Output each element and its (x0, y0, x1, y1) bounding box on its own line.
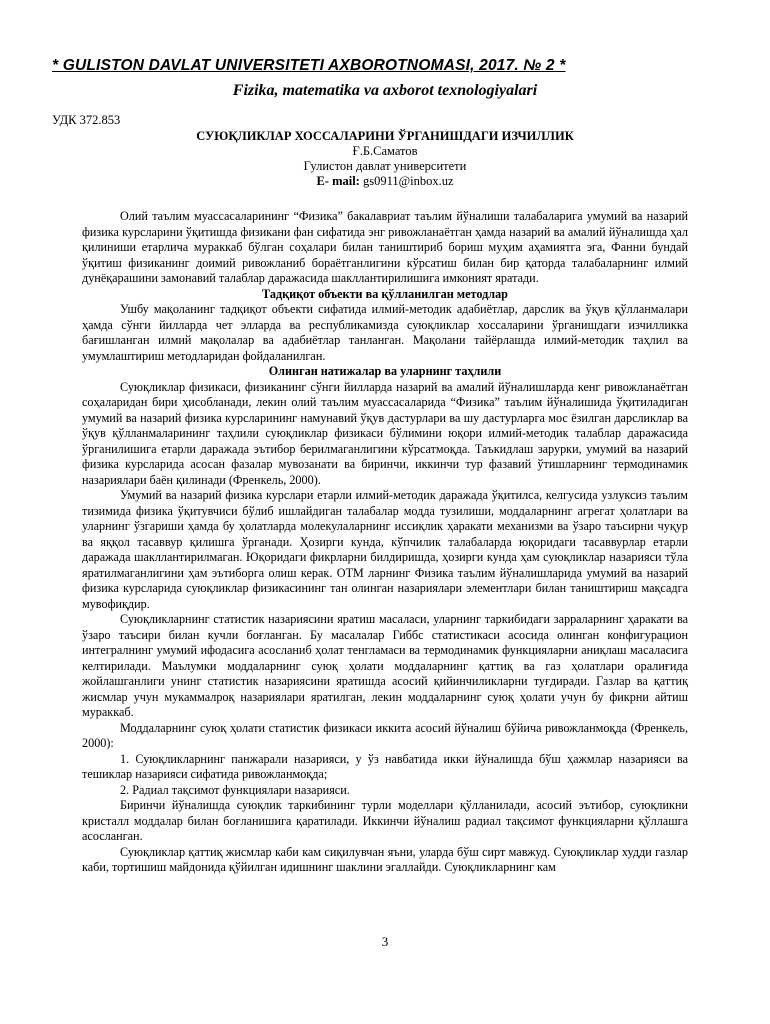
article-body (82, 209, 688, 876)
list-item: 2. Радиал тақсимот функциялари назарияси. (120, 782, 350, 797)
body-paragraph: Умумий ва назарий физика курслари етарли илмий-методик даражада ўқитилса, келгусида узлуксиз таълим тизимида физика ўқитувчиси бўлиб ишлайдиган талабалар модда тузилиши, моддаларнинг агрегат ҳолатлари ва уларнинг ўзгариши ҳамда бу ҳолатларда молекулаларнинг иссиқлик ҳаракати механизми ва ўзаро таъсирни чуқур ва яққол тасаввур қилишга ўрганади. Ҳозирги кунда, кўпчилик талабаларда юқоридаги тасаввурлар етарли даражада шакллантирилмаган. Юқоридаги фикрларни билдиришда, ҳозирги кунда ҳам суюқликлар назарияси тўла яратилмаганлигини ҳам эътиборга олиш керак. ОТМ ларнинг Физика таълим йўналишларида умумий ва назарий физика курсларида суюқликлар физикасининг тан олинган назариялари элементлари билан таништириш мақсадга мувофиқдир. (82, 488, 688, 611)
email-label: E- mail: (316, 174, 360, 188)
journal-header: * GULISTON DAVLAT UNIVERSITETI AXBOROTNOMASI, 2017. № 2 * (52, 57, 566, 74)
author-name: Ғ.Б.Саматов (352, 144, 418, 158)
author-email (82, 174, 688, 189)
body-paragraph: Биринчи йўналишда суюқлик таркибининг турли моделлари қўлланилади, асосий эътибор, суюқликни кристалл моддалар билан боғланишига қаратилади. Иккинчи йўналиш радиал тақсимот функцияларни қўллашга асосланган. (82, 798, 688, 843)
body-paragraph: Моддаларнинг суюқ ҳолати статистик физикаси иккита асосий йўналиш бўйича ривожланмоқда (Френкель, 2000): (82, 720, 688, 750)
page-number: 3 (381, 934, 389, 949)
section-title: Fizika, matematika va axborot texnologiyalari (232, 82, 538, 99)
body-paragraph: Суюқликлар физикаси, физиканинг сўнги йилларда назарий ва амалий йўналишларда кенг ривожланаётган соҳаларидан бири ҳисобланади, лекин олий таълим муассасаларида “Физика” таълим йўналишида ўқитиладиган умумий ва назарий физика курсларининг намунавий ўқув дастурлари ва шу дастурларга мос ёзилган дарсликлар ва ўқув қўлланмаларининг таҳлили суюқликлар физикаси бўлимини юқори илмий-методик талаблар даражасида ўрганилишига етарли даражада эътибор берилмаганлигини кўрсатмоқда. Таъкидлаш зарурки, умумий ва назарий физика курсларида асосан фазалар мувозанати ва биринчи, иккинчи тур фазавий ўтишларнинг термодинамик назариялари баён қилинади (Френкель, 2000). (82, 379, 688, 487)
body-paragraph: Суюқликлар қаттиқ жисмлар каби кам сиқилувчан яъни, уларда бўш сирт мавжуд. Суюқликлар худди газлар каби, тортишиш майдонида қўйилган идишнинг шаклини эгаллайди. Суюқликларнинг кам (82, 844, 688, 874)
body-paragraph: Суюқликларнинг статистик назариясини яратиш масаласи, уларнинг таркибидаги зарраларнинг ҳаракати ва ўзаро таъсири билан кучли боғланган. Бу масалалар Гиббс статистикаси асосида олинган конфигурацион интегралнинг умумий ифодасига асосланиб ҳолат тенгламаси ва термодинамик функцияларни аниқлаш масаласига келтирилади. Маълумки моддаларнинг суюқ ҳолати моддаларнинг қаттиқ ва газ ҳолатлари оралиғида жойлашганлиги унинг статистик назариясини яратишда асосий қийинчиликларни туғдиради. Газлар ва қаттиқ жисмлар учун мукаммалроқ назариялари яратилган, лекин моддаларнинг суюқ ҳолати учун бу фикрни айтиш мураккаб. (82, 612, 688, 719)
list-item: 1. Суюқликларнинг панжарали назарияси, у ўз навбатида икки йўналишда бўш ҳажмлар назарияси ва тешиклар назарияси сифатида ривожланмоқда; (82, 751, 688, 781)
heading-methods: Тадқиқот объекти ва қўлланилган методлар (262, 286, 508, 301)
author-affiliation: Гулистон давлат университети (303, 159, 467, 173)
intro-paragraph: Олий таълим муассасаларининг “Физика” бакалавриат таълим йўналиши талабаларига умумий ва назарий физика курсларини ўқитишда физикани фан сифатида энг ривожланаётган ҳамда назарий ва амалий йўналишда ҳал қилиниши етарлича мураккаб бўлган соҳалари билан таништириб бориш муҳим аҳамиятга эга, Фанни бундай ўқитиш физиканинг доимий ривожланиб бораётганлигини кўрсатиш билан бир қаторда талабаларнинг илмий дунёқарашини замонавий талаблар даражасида шакллантирилишига имконият яратади. (82, 209, 688, 285)
heading-results: Олинган натижалар ва уларнинг таҳлили (268, 364, 502, 378)
email-address[interactable]: gs0911@inbox.uz (362, 174, 454, 188)
article-title: СУЮҚЛИКЛАР ХОССАЛАРИНИ ЎРГАНИШДАГИ ИЗЧИЛЛИК (196, 129, 574, 143)
methods-paragraph: Ушбу мақоланинг тадқиқот объекти сифатида илмий-методик адабиётлар, дарслик ва ўқув қўлланмалари ҳамда сўнги йилларда чет элларда ва республикамизда суюқликлар хоссаларини ўрганишдаги изчилликка бағишланган илмий мақолалар ва адабиётлар танланган. Мақолани тайёрлашда илмий-методик таҳлил ва умумлаштириш методларидан фойдаланилган. (82, 302, 688, 363)
udc-code: УДК 372.853 (52, 113, 121, 127)
